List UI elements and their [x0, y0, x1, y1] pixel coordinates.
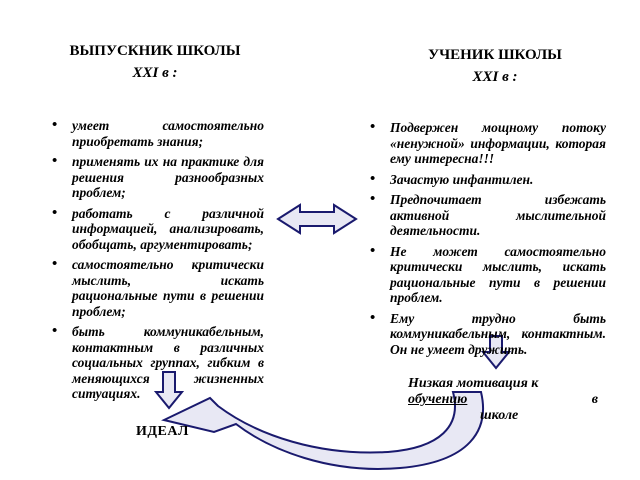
left-subtitle: XXI в :	[132, 65, 178, 81]
left-title: ВЫПУСКНИК ШКОЛЫ	[69, 43, 241, 59]
conclusion-line-3: школе	[480, 408, 519, 423]
ideal-label: ИДЕАЛ	[136, 424, 189, 439]
conclusion-line-1: Низкая мотивация к	[408, 376, 539, 391]
right-list-item: • Зачастую инфантилен.	[370, 172, 606, 188]
left-heading	[40, 40, 270, 84]
left-list	[52, 118, 264, 407]
right-list-item: • Предпочитает избежать активной мыслительной деятельности.	[370, 192, 606, 239]
left-list-item: • быть коммуникабельным, контактным в различных социальных группах, гибким в меняющихся жизненных ситуациях.	[52, 324, 264, 402]
right-title: УЧЕНИК ШКОЛЫ	[428, 47, 562, 63]
left-list-item: • умеет самостоятельно приобретать знания;	[52, 118, 264, 149]
right-list	[370, 120, 606, 362]
conclusion-line-2	[408, 392, 598, 408]
left-list-item: • самостоятельно критически мыслить, искать рациональные пути в решении проблем;	[52, 257, 264, 319]
double-arrow-icon	[278, 205, 356, 233]
conclusion-text	[408, 376, 598, 424]
right-heading	[380, 44, 610, 88]
right-subtitle: XXI в :	[472, 69, 518, 85]
right-list-item: • Подвержен мощному потоку «ненужной» информации, которая ему интересна!!!	[370, 120, 606, 167]
left-list-item: • работать с различной информацией, анализировать, обобщать, аргументировать;	[52, 206, 264, 253]
left-list-item: • применять их на практике для решения разнообразных проблем;	[52, 154, 264, 201]
conclusion-word-1: обучению	[408, 392, 468, 407]
right-list-item: • Ему трудно быть коммуникабельным, контактным. Он не умеет дружить.	[370, 311, 606, 358]
conclusion-word-2: в	[591, 392, 598, 407]
right-list-item: • Не может самостоятельно критически мыслить, искать рациональные пути в решении проблем.	[370, 244, 606, 306]
